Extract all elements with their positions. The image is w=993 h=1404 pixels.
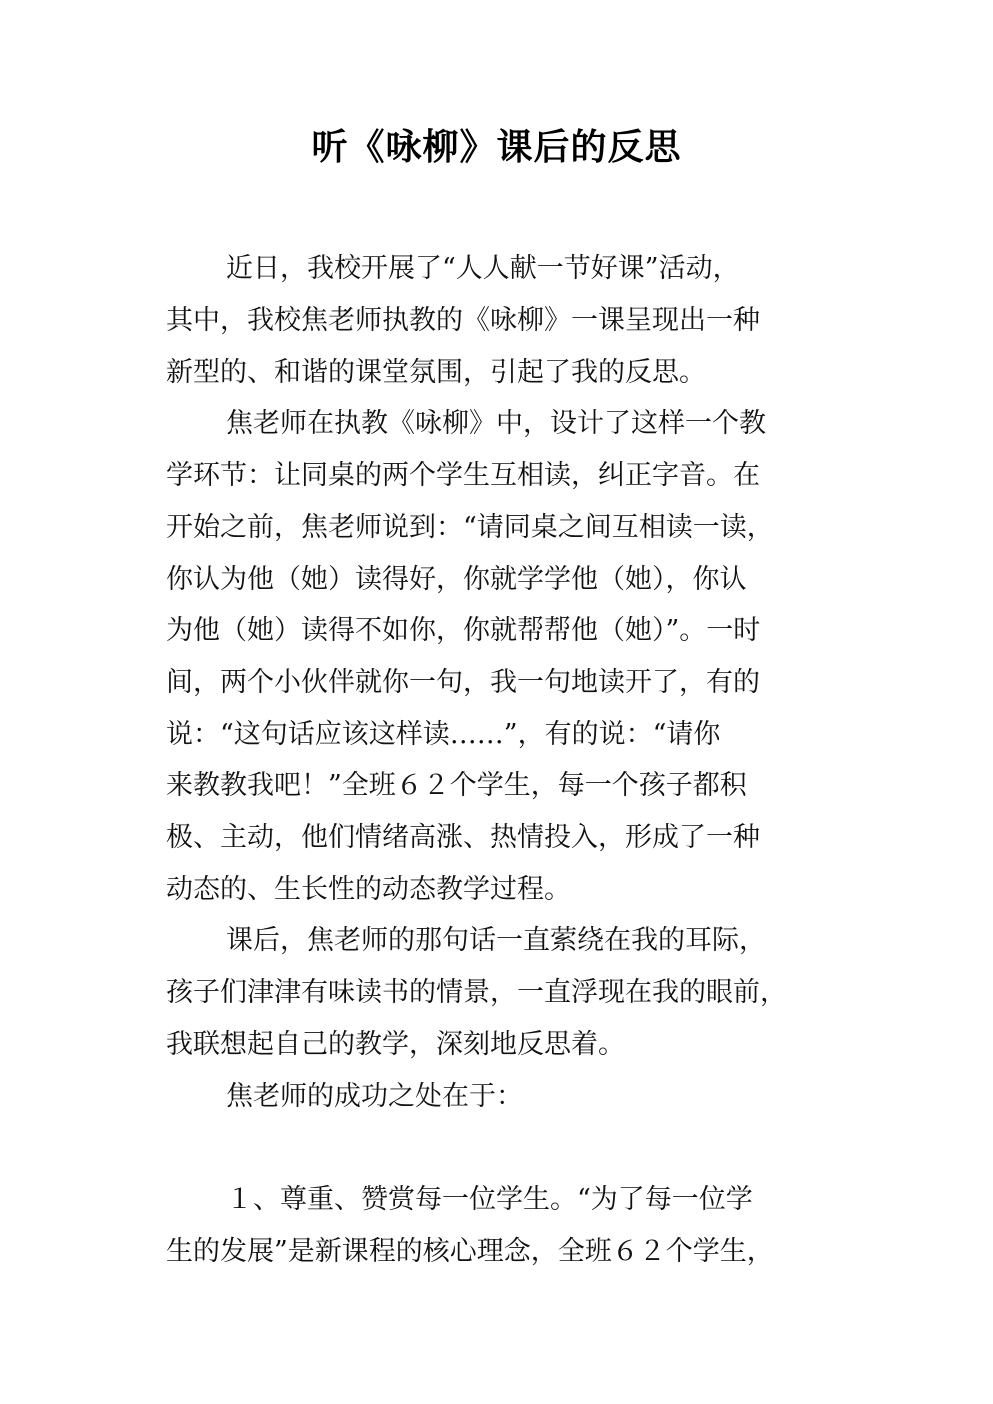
text-line: １、尊重、赞赏每一位学生。“为了每一位学	[226, 1184, 753, 1215]
text-line: 其中，我校焦老师执教的《咏柳》一课呈现出一种	[166, 305, 760, 336]
text-line: 开始之前，焦老师说到：“请同桌之间互相读一读，	[166, 512, 774, 543]
text-line: 近日，我校开展了“人人献一节好课”活动，	[226, 253, 740, 284]
document-title: 听《咏柳》课后的反思	[311, 127, 682, 168]
text-line: 极、主动，他们情绪高涨、热情投入，形成了一种	[166, 822, 760, 853]
text-line: 焦老师在执教《咏柳》中，设计了这样一个教	[226, 408, 766, 439]
text-line: 学环节：让同桌的两个学生互相读，纠正字音。在	[166, 460, 760, 491]
text-line: 生的发展”是新课程的核心理念，全班６２个学生，	[166, 1236, 774, 1267]
text-line: 为他（她）读得不如你，你就帮帮他（她）”。一时	[166, 615, 761, 646]
text-line: 你认为他（她）读得好，你就学学他（她），你认	[166, 564, 747, 595]
text-line: 孩子们津津有味读书的情景，一直浮现在我的眼前，	[166, 977, 787, 1008]
text-line: 我联想起自己的教学，深刻地反思着。	[166, 1029, 625, 1060]
text-line: 动态的、生长性的动态教学过程。	[166, 874, 571, 905]
text-line: 来教教我吧！”全班６２个学生，每一个孩子都积	[166, 770, 747, 801]
text-line: 新型的、和谐的课堂氛围，引起了我的反思。	[166, 357, 706, 388]
text-line: 说：“这句话应该这样读……”，有的说：“请你	[166, 719, 721, 750]
text-line: 焦老师的成功之处在于：	[226, 1081, 523, 1112]
text-line: 间，两个小伙伴就你一句，我一句地读开了，有的	[166, 667, 760, 698]
text-line: 课后，焦老师的那句话一直萦绕在我的耳际，	[226, 925, 766, 956]
